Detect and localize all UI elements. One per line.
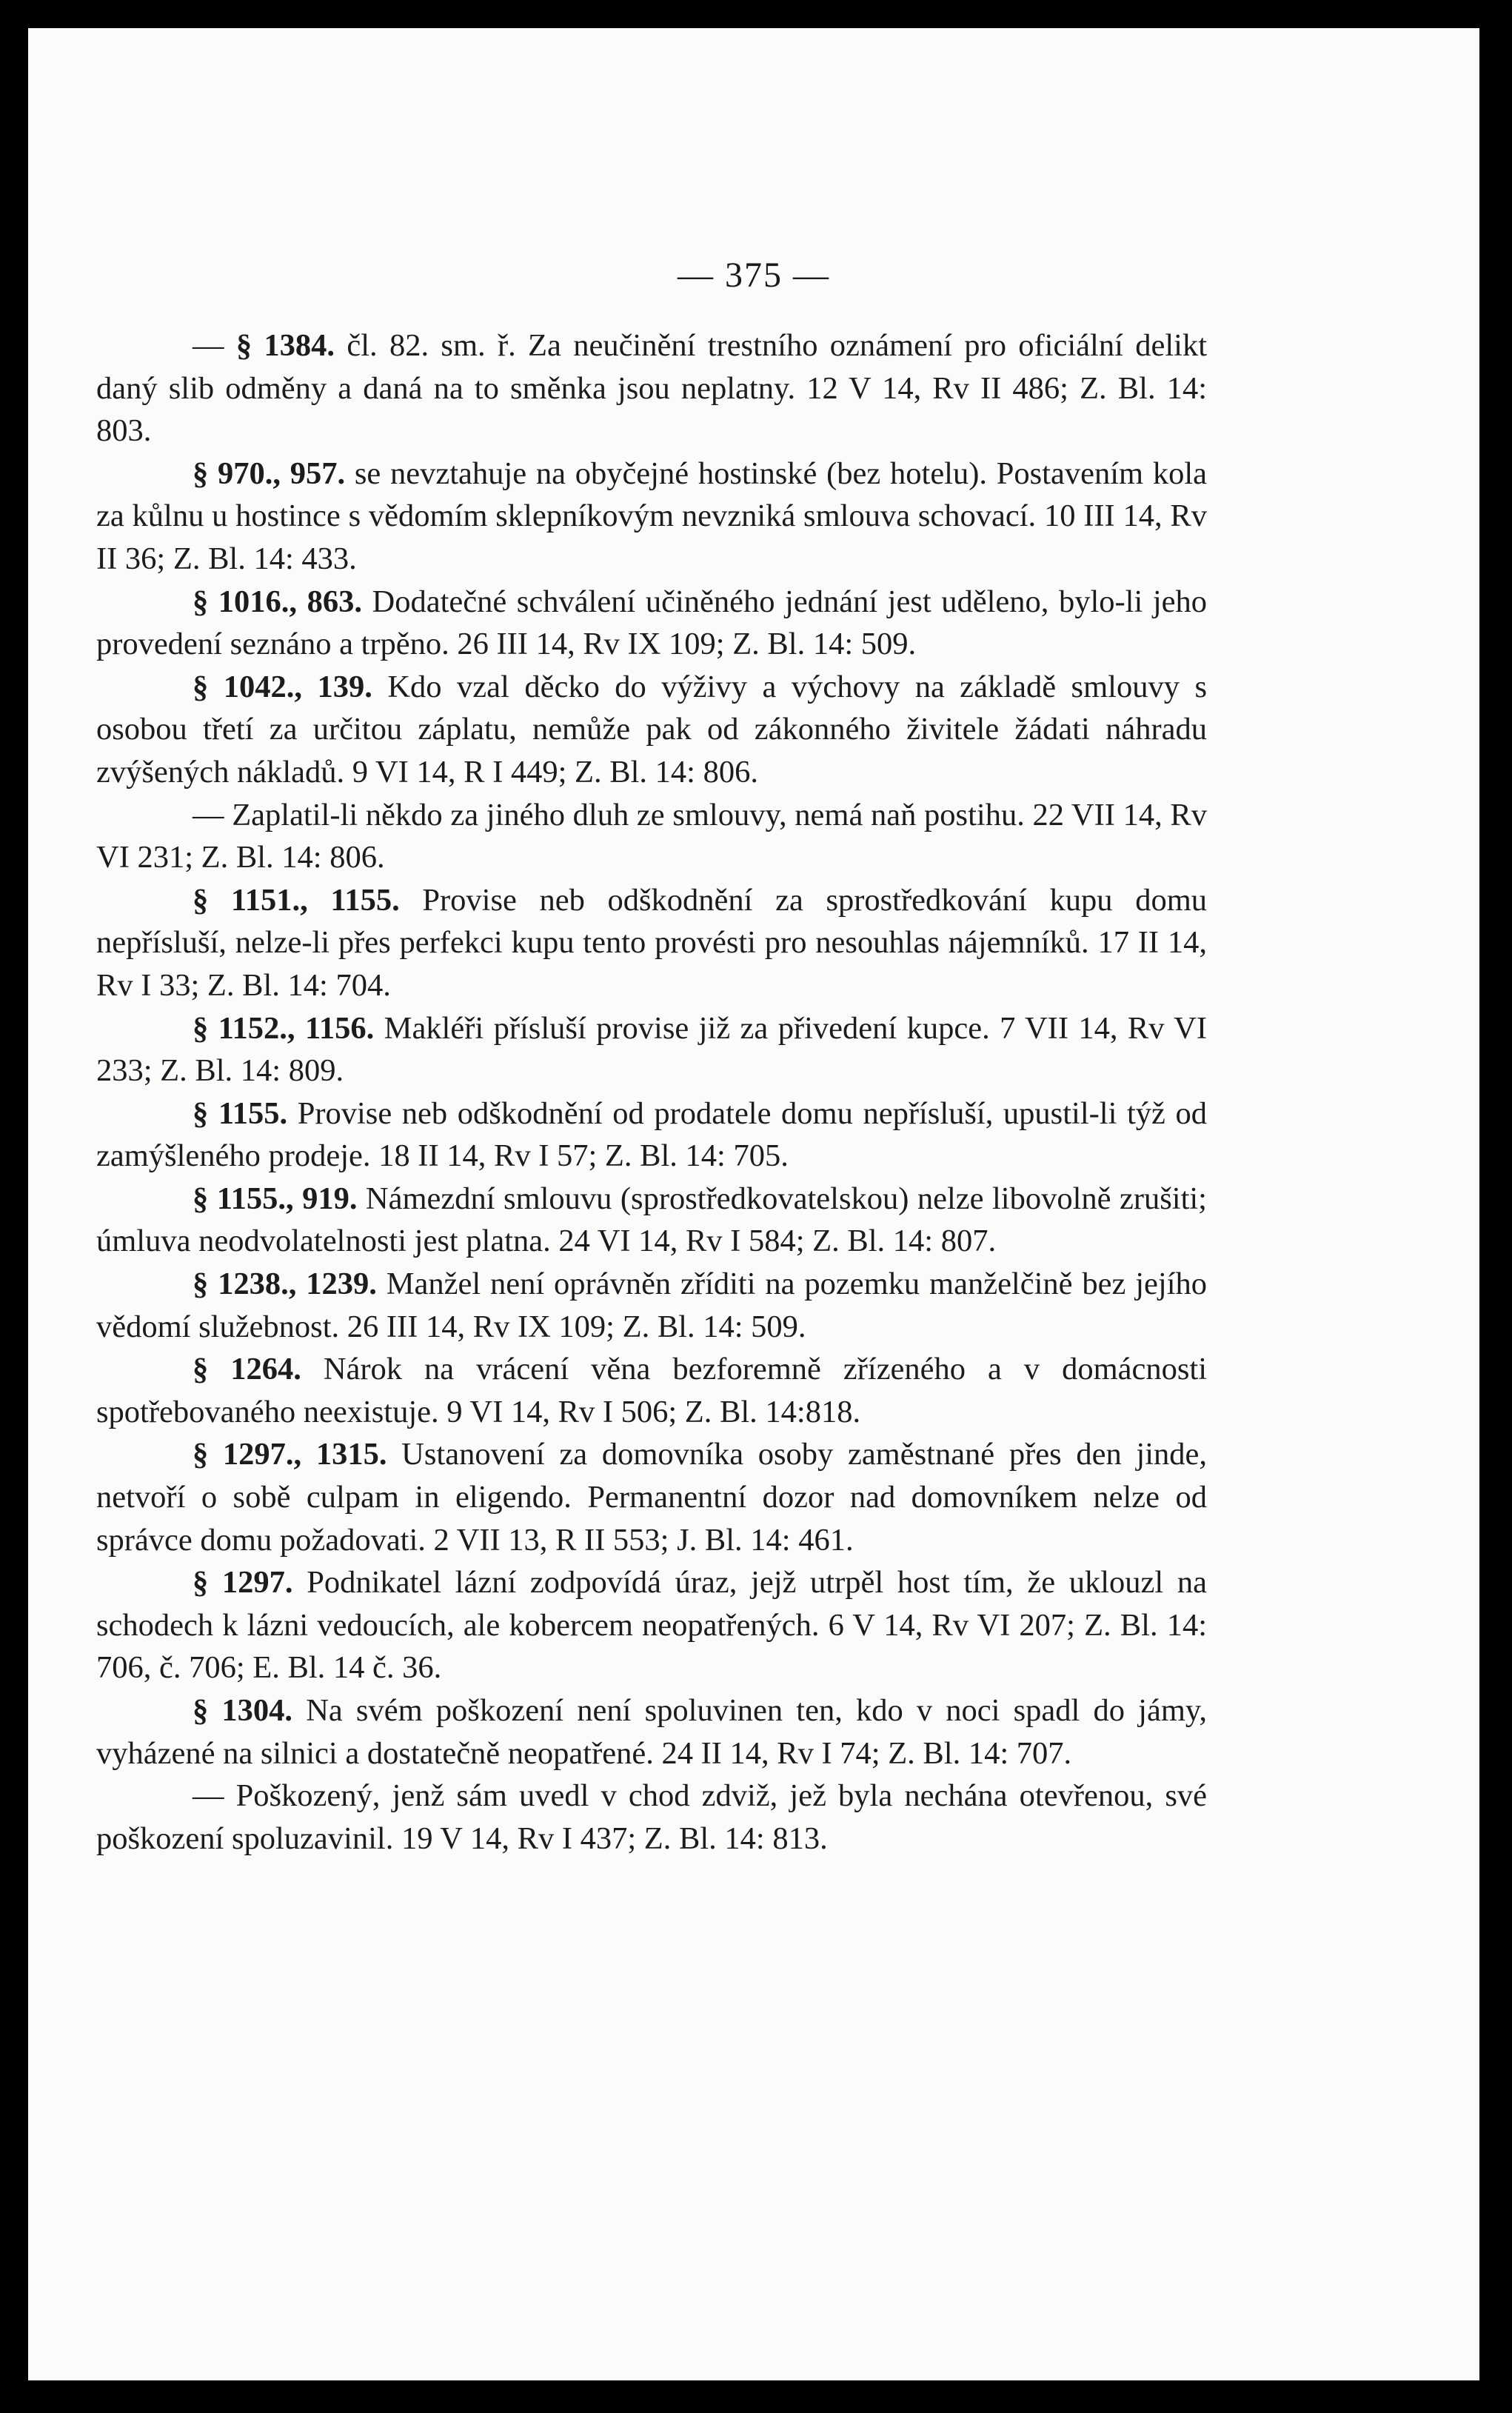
- paragraph-lead: —: [193, 1778, 236, 1814]
- section-reference: § 1297.: [193, 1565, 293, 1601]
- paragraph-text: Podnikatel lázní zodpovídá úraz, jejž utrpěl host tím, že uklouzl na schodech k lázni vedoucích, ale kobercem neopatřených. 6 V 14, Rv VI 207; Z. Bl. 14: 706, č. 706; E. Bl. 14 č. 36.: [96, 1565, 1207, 1686]
- paragraph-text: Provise neb odškodnění za sprostředkování kupu domu nepřísluší, nelze-li přes perfekci kupu tento provésti pro nesouhlas nájemníků. 17 II 14, Rv I 33; Z. Bl. 14: 704.: [96, 882, 1208, 1003]
- page-number: — 375 —: [678, 256, 830, 295]
- paragraph-text: Na svém poškození není spoluvinen ten, kdo v noci spadl do jámy, vyházené na silnici a dostatečně neopatřené. 24 II 14, Rv I 74; Z. Bl. 14: 707.: [96, 1693, 1208, 1771]
- section-reference: § 1155., 919.: [193, 1181, 358, 1216]
- paragraph-text: Dodatečné schválení učiněného jednání jest uděleno, bylo-li jeho provedení seznáno a trpěno. 26 III 14, Rv IX 109; Z. Bl. 14: 509.: [96, 584, 1208, 662]
- section-reference: § 970., 957.: [193, 455, 346, 491]
- section-reference: § 1151., 1155.: [193, 882, 400, 918]
- paragraph: [96, 1092, 1207, 1178]
- paragraph-text: Námezdní smlouvu (sprostředkovatelskou) nelze libovolně zrušiti; úmluva neodvolatelnosti jest platna. 24 VI 14, Rv I 584; Z. Bl. 14: 807.: [96, 1181, 1207, 1259]
- paragraph: [96, 794, 1207, 879]
- paragraph: [96, 1689, 1207, 1775]
- page-content: [96, 324, 1207, 1860]
- section-reference: § 1016., 863.: [193, 584, 362, 619]
- section-reference: § 1297., 1315.: [193, 1437, 387, 1472]
- section-reference: § 1152., 1156.: [193, 1010, 375, 1046]
- paragraph: [96, 581, 1207, 666]
- paragraph-text: čl. 82. sm. ř. Za neučinění trestního oznámení pro oficiální delikt daný slib odměny a daná na to směnka jsou neplatny. 12 V 14, Rv II 486; Z. Bl. 14: 803.: [96, 328, 1207, 449]
- section-reference: § 1264.: [193, 1352, 301, 1387]
- paragraph: [96, 1263, 1207, 1348]
- paragraph-text: se nevztahuje na obyčejné hostinské (bez hotelu). Postavením kola za kůlnu u hostince s vědomím sklepníkovým nevzniká smlouva schovací. 10 III 14, Rv II 36; Z. Bl. 14: 433.: [96, 455, 1208, 576]
- paragraph-text: Kdo vzal děcko do výživy a výchovy na základě smlouvy s osobou třetí za určitou záplatu, nemůže pak od zákonného živitele žádati náhradu zvýšených nákladů. 9 VI 14, R I 449; Z. Bl. 14: 806.: [96, 669, 1207, 790]
- paragraph: [96, 1348, 1207, 1433]
- paragraph: [96, 453, 1207, 581]
- paragraph: [96, 324, 1207, 453]
- section-reference: § 1155.: [193, 1095, 288, 1131]
- book-page: [28, 28, 1479, 2380]
- section-reference: § 1384.: [235, 328, 335, 363]
- paragraph: [96, 666, 1207, 794]
- paragraph: [96, 1433, 1207, 1561]
- paragraph: [96, 1561, 1207, 1689]
- paragraph: [96, 1178, 1207, 1263]
- paragraph-text: Zaplatil-li někdo za jiného dluh ze smlouvy, nemá naň postihu. 22 VII 14, Rv VI 231; Z. Bl. 14: 806.: [96, 797, 1207, 875]
- section-reference: § 1238., 1239.: [193, 1266, 377, 1302]
- paragraph-text: Poškozený, jenž sám uvedl v chod zdviž, jež byla nechána otevřenou, své poškození spoluzavinil. 19 V 14, Rv I 437; Z. Bl. 14: 813.: [96, 1778, 1207, 1856]
- section-reference: § 1042., 139.: [193, 669, 372, 704]
- paragraph-text: Ustanovení za domovníka osoby zaměstnané přes den jinde, netvoří o sobě culpam in eligendo. Permanentní dozor nad domovníkem nelze od správce domu požadovati. 2 VII 13, R II 553; J. Bl. 14: 461.: [96, 1437, 1207, 1558]
- paragraph: [96, 1775, 1207, 1860]
- paragraph-text: Manžel není oprávněn zříditi na pozemku manželčině bez jejího vědomí služebnost. 26 III 14, Rv IX 109; Z. Bl. 14: 509.: [96, 1266, 1208, 1344]
- paragraph-lead: —: [193, 328, 236, 363]
- paragraph-text: Nárok na vrácení věna bezforemně zřízeného a v domácnosti spotřebovaného neexistuje. 9 VI 14, Rv I 506; Z. Bl. 14:818.: [96, 1352, 1208, 1429]
- paragraph: [96, 1007, 1207, 1092]
- section-reference: § 1304.: [193, 1693, 293, 1728]
- paragraph-text: Provise neb odškodnění od prodatele domu nepřísluší, upustil-li týž od zamýšleného prodeje. 18 II 14, Rv I 57; Z. Bl. 14: 705.: [96, 1095, 1208, 1174]
- paragraph: [96, 879, 1207, 1007]
- paragraph-text: Makléři přísluší provise již za přivedení kupce. 7 VII 14, Rv VI 233; Z. Bl. 14: 809.: [96, 1010, 1207, 1089]
- paragraph-lead: —: [193, 797, 233, 832]
